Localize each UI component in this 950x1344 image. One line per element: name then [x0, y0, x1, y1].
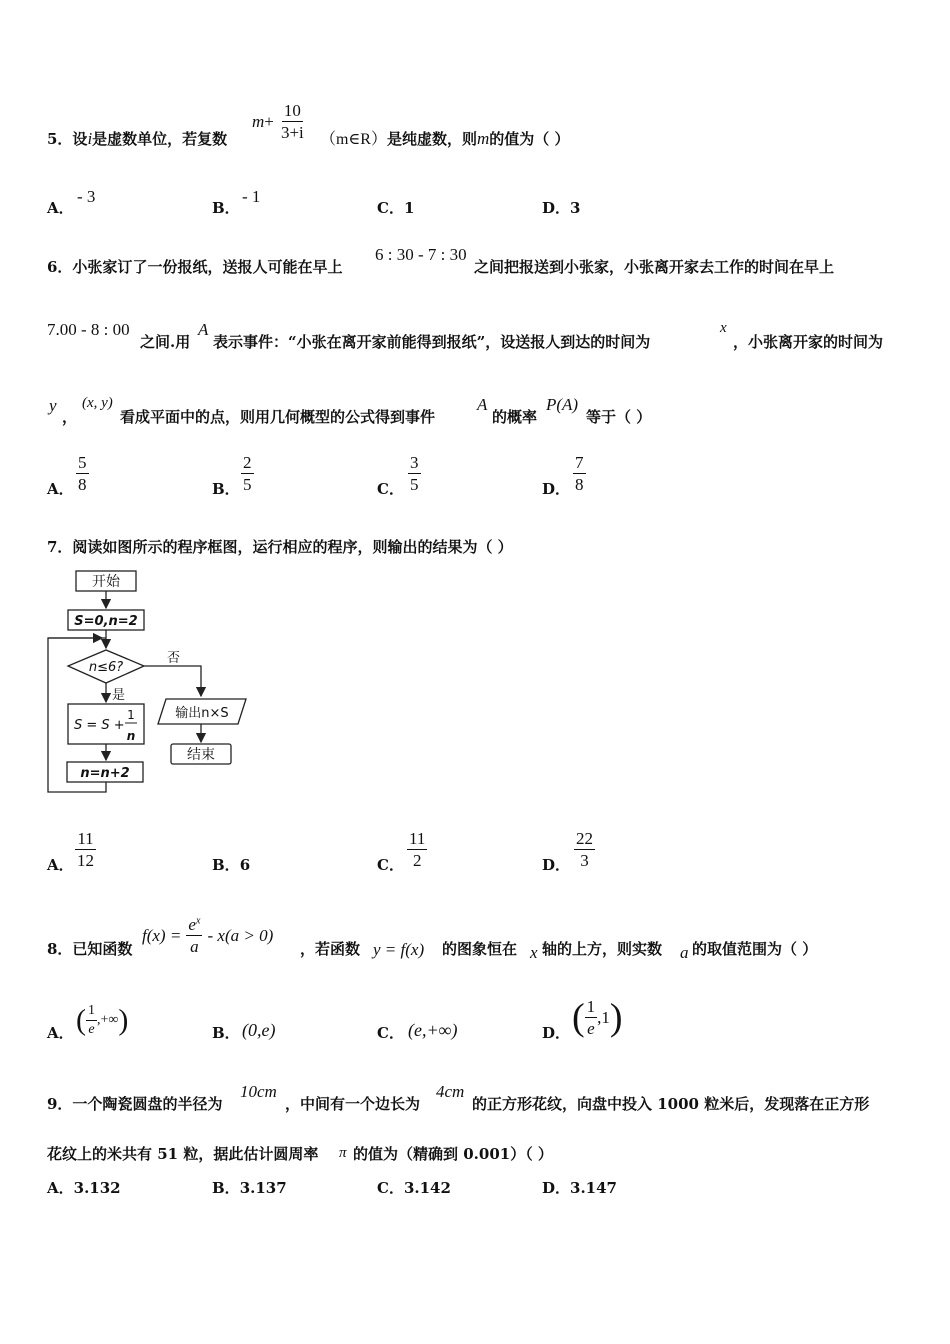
frac-num: 11: [409, 829, 426, 848]
q5-stem: [47, 130, 227, 147]
q5-frac-den: 3+i: [280, 123, 304, 142]
q8-fraction: [186, 916, 202, 955]
q8-rest: - x(a > 0): [207, 926, 274, 945]
flow-cond-text: n≤6?: [88, 660, 124, 675]
frac-den: 12: [77, 851, 94, 870]
q5-text-mid2: 是纯虚数，则: [386, 130, 477, 148]
q8-option-d[interactable]: [542, 1026, 570, 1041]
option-label: B．: [212, 199, 240, 217]
q6-line1-pre: 6．小张家订了一份报纸，送报人可能在早上: [47, 258, 343, 276]
option-label: C．: [377, 1024, 404, 1042]
q5-expression: [252, 102, 306, 141]
flow-yes-label: 是: [112, 688, 126, 703]
frac-den: 2: [412, 851, 422, 870]
q8-exp-x: x: [195, 915, 201, 927]
option-label: B．: [212, 1179, 240, 1197]
option-label: B．: [212, 856, 240, 874]
q9-side: 4cm: [436, 1082, 465, 1101]
option-value: 6: [239, 856, 251, 874]
q6-prob-pa: P(A): [546, 395, 579, 414]
q7-option-b[interactable]: [212, 858, 250, 873]
q8-option-d-expr: ( $\frac{1}{e}$ ,1): [572, 996, 623, 1039]
frac-num: 2: [243, 453, 252, 472]
frac-den: 5: [410, 475, 419, 494]
q6-line2-b: 表示事件：“小张在离开家前能得到报纸”，设送报人到达的时间为: [213, 333, 651, 351]
flow-no-label: 否: [167, 651, 181, 666]
option-value: 3: [570, 199, 581, 217]
flow-body-den: n: [126, 729, 136, 743]
frac-num: 3: [410, 453, 419, 472]
q6-option-a-frac: [76, 454, 89, 493]
frac-den: 5: [243, 475, 252, 494]
frac-den: e: [587, 1019, 595, 1038]
q6-var-y: y: [49, 396, 57, 415]
flow-inc-text: n=n+2: [80, 766, 130, 781]
q6-var-a2: A: [477, 395, 488, 414]
q5-var-i: i: [87, 129, 93, 148]
q9-line2-pre: 花纹上的米共有 51 粒，据此估计圆周率: [47, 1145, 319, 1163]
option-rest: ,+∞: [97, 1012, 119, 1028]
q8-text-mid2: 的图象恒在: [442, 940, 518, 958]
flow-start-text: 开始: [92, 574, 120, 590]
q9-line1-post: 的正方形花纹，向盘中投入 1000 粒米后，发现落在正方形: [472, 1095, 870, 1113]
frac-num: 1: [586, 997, 596, 1016]
option-label: D．: [542, 856, 571, 874]
q5-text-mid1: 是虚数单位，若复数: [92, 130, 228, 148]
q7-option-d[interactable]: [542, 858, 570, 873]
q6-time-range-1: 6 : 30 - 7 : 30: [375, 245, 467, 264]
q6-option-b[interactable]: [212, 482, 240, 497]
q6-var-a1: A: [198, 320, 209, 339]
q8-text-post: 的取值范围为（ ）: [692, 940, 818, 958]
option-label: A．: [47, 856, 74, 874]
option-label: D．: [542, 480, 571, 498]
q7-option-c-frac: [407, 830, 427, 869]
q9-pi: π: [339, 1145, 347, 1161]
q8-text-pre: 8．已知函数: [47, 940, 133, 958]
q8-option-b-value: (0,e): [242, 1020, 276, 1040]
q5-fraction: [279, 102, 306, 141]
option-value: 3.142: [403, 1179, 451, 1197]
option-label: C．: [377, 1179, 404, 1197]
q5-option-b-value: - 1: [242, 187, 261, 206]
option-label: D．: [542, 199, 571, 217]
q8-fx: f(x) =: [142, 926, 182, 945]
q6-option-b-frac: [241, 454, 254, 493]
q5-option-c[interactable]: [377, 201, 414, 216]
option-label: A．: [47, 1179, 74, 1197]
q6-line3-a: 看成平面中的点，则用几何概型的公式得到事件: [120, 408, 436, 426]
option-label: C．: [377, 856, 404, 874]
q5-expr-plus: +: [264, 112, 274, 131]
q6-point-xy: (x, y): [82, 395, 113, 411]
option-label: C．: [377, 199, 404, 217]
q9-option-c[interactable]: [377, 1181, 451, 1196]
flow-end-text: 结束: [187, 747, 215, 763]
flow-body-num: 1: [127, 708, 135, 722]
q8-option-b[interactable]: [212, 1026, 240, 1041]
option-label: D．: [542, 1179, 571, 1197]
q7-option-a[interactable]: [47, 858, 74, 873]
q6-line3-c: 等于（ ）: [586, 408, 652, 426]
option-label: A．: [47, 480, 74, 498]
option-value: 3.137: [239, 1179, 287, 1197]
q5-var-m: m: [476, 129, 490, 148]
q8-var-a: a: [680, 943, 689, 962]
q5-option-a-value: - 3: [77, 187, 96, 206]
q6-line2-a: 之间.用: [140, 333, 191, 351]
q7-option-d-frac: [574, 830, 595, 869]
flow-body-lhs: S = S +: [74, 718, 125, 733]
q8-yfx: y = f(x): [373, 940, 425, 959]
option-rest: ,1: [597, 1008, 610, 1027]
q8-var-x: x: [530, 943, 538, 962]
q6-option-c[interactable]: [377, 482, 404, 497]
q9-option-b[interactable]: [212, 1181, 287, 1196]
frac-num: 22: [576, 829, 593, 848]
q8-function-def: [142, 916, 273, 955]
q6-time-range-2: 7.00 - 8 : 00: [47, 320, 130, 339]
q6-option-c-frac: [408, 454, 421, 493]
frac-num: 5: [78, 453, 87, 472]
q8-text-mid1: ，若函数: [300, 940, 361, 958]
q6-var-x: x: [720, 320, 727, 336]
q7-option-c[interactable]: [377, 858, 404, 873]
option-label: B．: [212, 480, 240, 498]
q6-option-a[interactable]: [47, 482, 74, 497]
q9-line2-post: 的值为（精确到 0.001）（ ）: [353, 1145, 553, 1163]
q6-line1-post: 之间把报送到小张家，小张离开家去工作的时间在早上: [474, 258, 835, 276]
q5-option-a[interactable]: [47, 201, 74, 216]
q6-option-d-frac: [573, 454, 586, 493]
frac-num: 7: [575, 453, 584, 472]
frac-den: 8: [78, 475, 87, 494]
q7-option-a-frac: [75, 830, 96, 869]
q6-comma: ，: [62, 408, 78, 426]
option-value: 3.147: [570, 1179, 617, 1197]
q8-e: e: [188, 915, 196, 934]
q5-option-d[interactable]: [542, 201, 580, 216]
q5-stem-end: [320, 130, 570, 148]
q5-text-post: 的值为（ ）: [489, 130, 570, 148]
q8-option-a[interactable]: [47, 1026, 74, 1041]
q6-option-d[interactable]: [542, 482, 570, 497]
q7-flowchart: [40, 566, 300, 798]
option-label: A．: [47, 1024, 74, 1042]
flow-output-text: 输出n×S: [175, 706, 229, 721]
option-label: C．: [377, 480, 404, 498]
q8-text-mid3: 轴的上方，则实数: [542, 940, 663, 958]
q8-option-c-value: (e,+∞): [408, 1020, 458, 1040]
option-label: A．: [47, 199, 74, 217]
q9-line1-pre: 9．一个陶瓷圆盘的半径为: [47, 1095, 223, 1113]
q5-frac-num: 10: [283, 101, 301, 120]
frac-num: 11: [77, 829, 94, 848]
q8-den-a: a: [190, 937, 199, 956]
q5-text-pre: 5．设: [47, 130, 88, 148]
frac-num: 1: [86, 1004, 97, 1021]
q5-option-b[interactable]: [212, 201, 240, 216]
q9-line1-mid: ，中间有一个边长为: [285, 1095, 421, 1113]
q9-option-a[interactable]: [47, 1181, 121, 1196]
q5-expr-m: m: [252, 112, 265, 131]
option-label: D．: [542, 1024, 571, 1042]
flow-init-text: S=0,n=2: [74, 614, 138, 629]
q5-condition: （m∈R）: [320, 131, 387, 148]
frac-den: 8: [575, 475, 584, 494]
q6-line3-b: 的概率: [492, 408, 538, 426]
q9-option-d[interactable]: [542, 1181, 617, 1196]
frac-den: 3: [580, 851, 589, 870]
q8-option-c[interactable]: [377, 1026, 404, 1041]
q9-radius: 10cm: [240, 1082, 277, 1101]
option-label: B．: [212, 1024, 240, 1042]
q8-option-a-expr: ( $\frac{1}{e}$ ,+∞): [76, 1003, 129, 1037]
option-value: 3.132: [73, 1179, 121, 1197]
option-value: 1: [403, 199, 415, 217]
q7-stem: 7．阅读如图所示的程序框图，运行相应的程序，则输出的结果为（ ）: [47, 538, 513, 556]
q6-line2-c: ，小张离开家的时间为: [733, 333, 884, 351]
frac-den: e: [88, 1022, 95, 1037]
